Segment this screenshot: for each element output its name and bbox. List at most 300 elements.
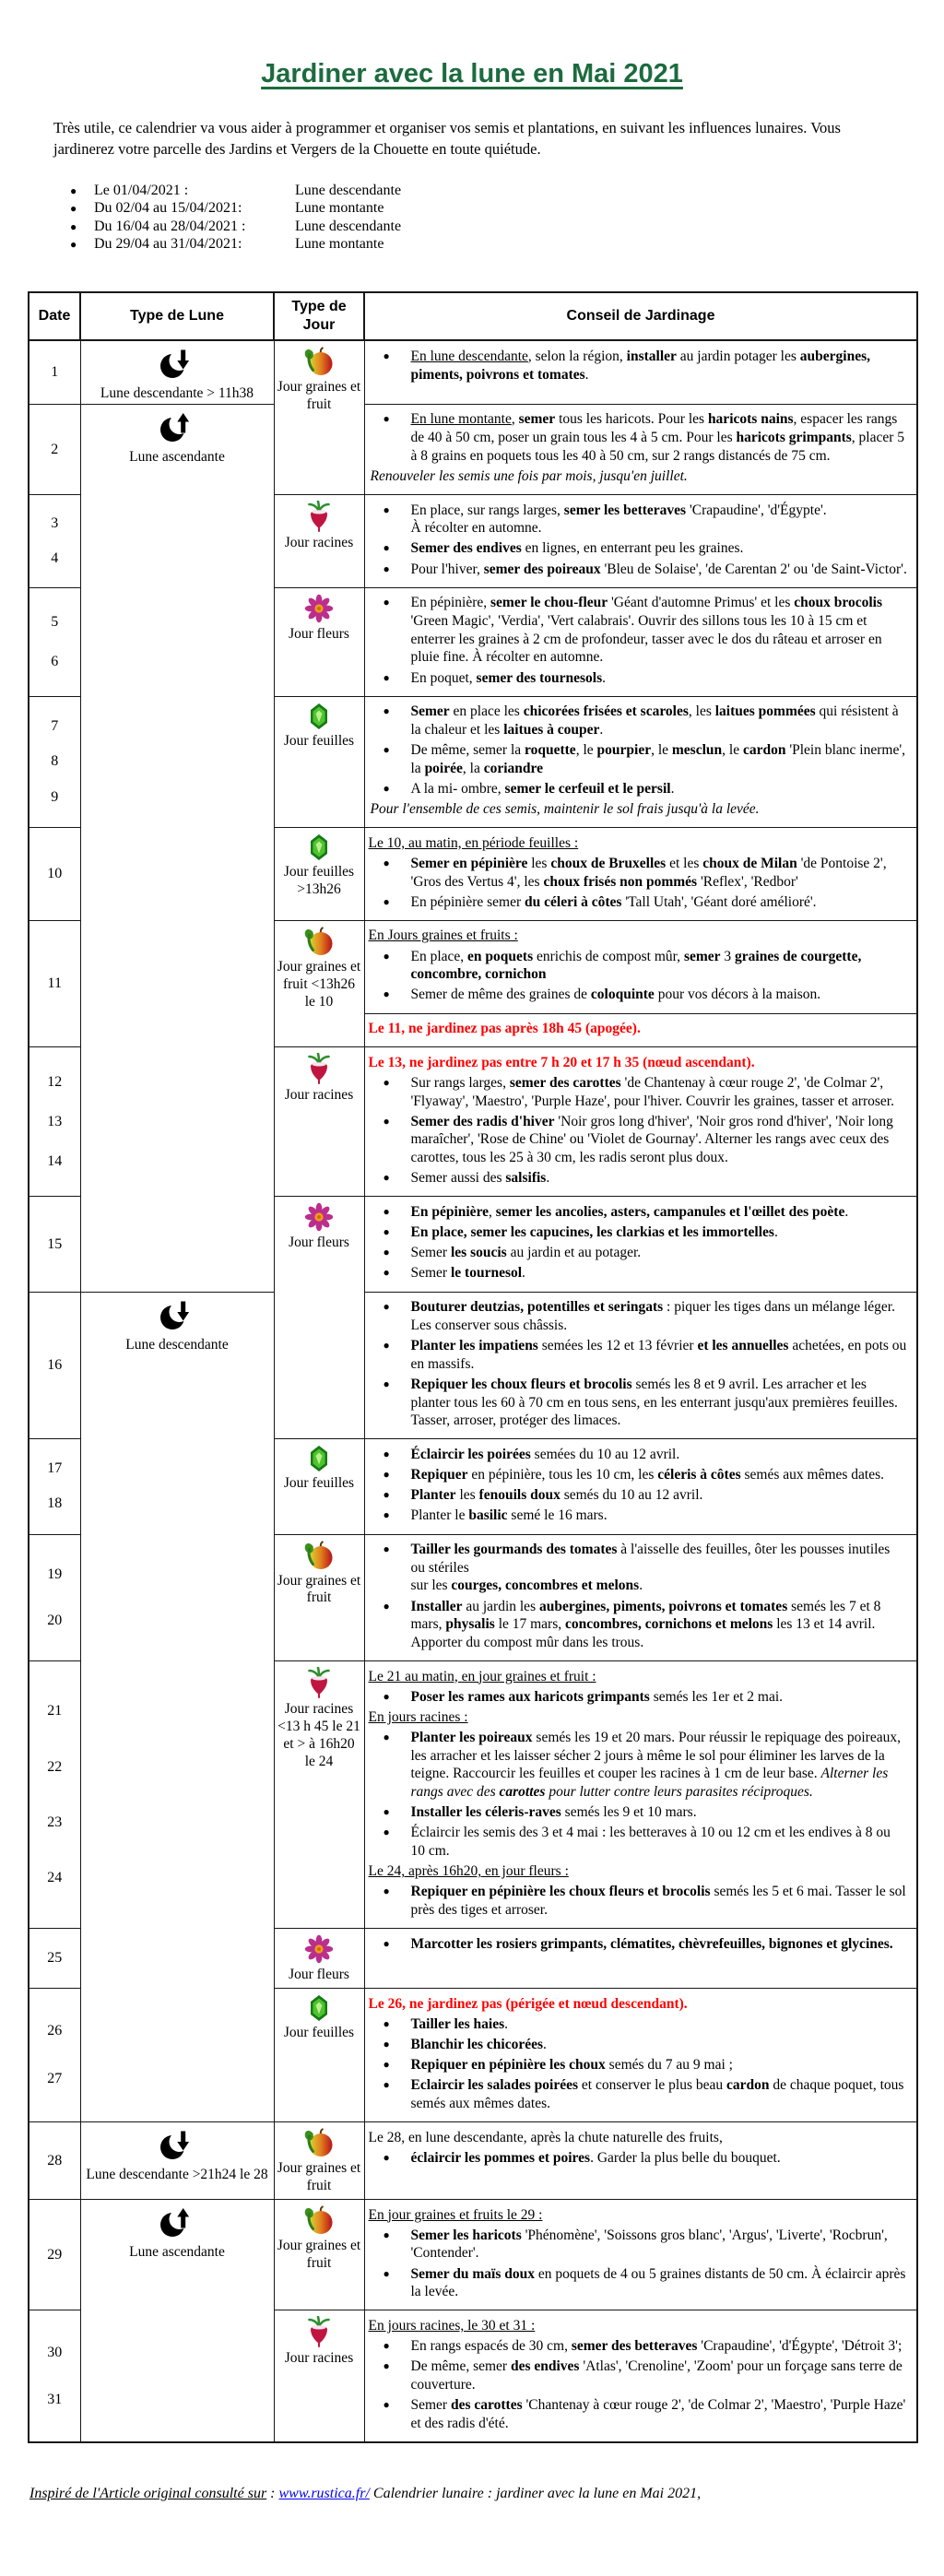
advice-bullet [369,1935,908,1954]
advice-bullet [369,1729,908,1802]
advice-cell [364,1013,917,1047]
date-numbers [30,1991,80,2119]
advice-bullet [369,1688,908,1707]
advice-bullet [369,1298,908,1334]
day-type-cell [274,495,364,588]
bullet-marker: ● [383,2150,390,2164]
moon-type-cell [80,2122,274,2200]
day-type-label: Jour graines et fruit [277,1572,361,1606]
advice-bullet [369,1203,908,1222]
section-heading: Le 10, au matin, en période feuilles : [368,834,579,851]
bullet-marker: ● [383,1171,390,1185]
fruit-icon [277,927,361,956]
moon-phase-label: Lune descendante > 11h38 [100,385,254,402]
date-number: 23 [47,1814,63,1830]
bullet-marker: ● [383,1805,390,1819]
bullet-marker: ● [383,670,390,684]
bullet-marker: ● [383,2038,390,2051]
advice-text: Installer les céleris-raves semés les 9 et 10 mars. [410,1804,697,1821]
date-numbers [30,408,80,491]
date-number: 10 [47,866,63,882]
advice-text: En place, en poquets enrichis de compost mûr, semer 3 graines de courgette, concombre, cornichon [410,948,862,983]
date-number: 8 [51,753,59,770]
bullet-marker: ● [383,1377,390,1390]
day-type-label: Jour fleurs [289,625,349,642]
date-number: 15 [47,1235,63,1252]
bullet-marker: ● [383,1114,390,1128]
date-cell [29,1661,80,1929]
advice-bullet [369,1223,908,1242]
date-cell [29,1047,80,1197]
day-type-label: Jour feuilles [283,2025,355,2041]
section-heading: Le 21 au matin, en jour graines et fruit : [368,1668,596,1684]
advice-bullet [369,348,908,384]
bullet-marker: ● [383,2266,390,2280]
day-type-cell [274,2200,364,2310]
advice-text: Repiquer en pépinière les choux fleurs et brocolis semés les 5 et 6 mai. Tasser le sol près des tiges et arroser. [410,1884,906,1919]
moon-phase-label: Lune descendante [125,1336,229,1353]
advice-text: En lune montante, semer tous les haricots. Pour les haricots nains, espacer les rangs de 40 à 50 cm, poser un grain tous les 4 à 5 cm. Pour les haricots grimpants, placer 5 à 8 grains en poquets tous les 40 à 50 cm, sur 2 rangs distancés de 75 cm. [410,411,905,464]
footer-note [30,2486,916,2502]
advice-bullet [369,669,908,688]
date-number: 3 [51,515,59,532]
fruit-icon [277,2128,361,2157]
moon-phase-label: Lune ascendante [129,2244,225,2261]
advice-bullet [369,1376,908,1430]
advice-cell [364,1929,917,1989]
advice-text: Marcotter les rosiers grimpants, clématites, chèvrefeuilles, bignones et glycines. [410,1935,893,1952]
intro-paragraph: Très utile, ce calendrier va vous aider à programmer et organiser vos semis et plantations, en suivant les influences lunaires. Vous jardinerez votre parcelle des Jardins et Vergers de la Chouette en toute quiétude. [53,119,841,159]
advice-cell [364,1661,917,1929]
bullet-marker: ● [383,1075,390,1089]
flower-icon [277,1202,361,1232]
plain-text: Le 28, en lune descendante, après la chute naturelle des fruits, [368,2129,723,2145]
advice-text: Blanchir les chicorées. [410,2037,547,2053]
bullet-marker: ● [383,502,390,516]
date-number: 7 [51,718,59,735]
date-cell [29,1989,80,2122]
bullet-icon: ● [70,202,77,216]
calendar-table-header [29,292,917,340]
advice-bullet [369,1337,908,1373]
advice-text: Planter les impatiens semées les 12 et 13 février et les annuelles achetées, en pots ou en massifs. [410,1337,907,1372]
advice-cell [364,495,917,588]
advice-text: Semer le tournesol. [410,1265,525,1282]
advice-bullet [369,1541,908,1595]
calendar-table-body [29,340,917,2442]
advice-text: En lune descendante, selon la région, installer au jardin potager les aubergines, piments, poivrons et tomates. [410,348,870,383]
day-type-label: Jour racines [284,535,354,551]
phase-value: Lune descendante [295,218,402,234]
section-heading: Le 24, après 16h20, en jour fleurs : [368,1863,569,1880]
advice-text: De même, semer des endives 'Atlas', 'Crenoline', 'Zoom' pour un forçage sans terre de couverture. [410,2358,903,2393]
date-numbers [30,1932,80,1985]
advice-text: Semer des endives en lignes, en enterrant peu les graines. [410,540,744,557]
section-heading: En jours racines, le 30 et 31 : [368,2317,536,2334]
advice-cell [364,2122,917,2200]
col-header-day-type: Type de Jour [274,292,364,340]
flower-icon [277,594,361,623]
advice-text: Planter les poireaux semés les 19 et 20 mars. Pour réussir le repiquage des poireaux, les arracher et les laisser sécher 2 jours à même le sol pour éliminer les larves de la teigne. Raccourcir les feuilles et couper les racines à 1 cm de leur base. Alterner les rangs avec des carottes pour lutter contre leurs parasites réciproques. [410,1730,901,1801]
advice-cell [364,2310,917,2442]
advice-bullet [369,1883,908,1919]
advice-text: Semer les soucis au jardin et au potager. [410,1245,642,1261]
advice-cell [364,587,917,696]
date-number: 21 [47,1703,63,1719]
date-number: 4 [51,549,59,566]
advice-text: Pour l'hiver, semer des poireaux 'Bleu de Solaise', 'de Carentan 2' ou 'de Saint-Victor'. [410,561,907,577]
phase-date-range: Du 29/04 au 31/04/2021: [94,236,242,253]
advice-text: éclaircir les pommes et poires. Garder la plus belle du bouquet. [410,2149,781,2166]
advice-bullet [369,986,908,1004]
date-number: 12 [47,1073,63,1090]
advice-text: Éclaircir les poirées semées du 10 au 12 avril. [410,1446,680,1462]
bullet-marker: ● [383,1542,390,1556]
bullet-marker: ● [383,1204,390,1218]
bullet-marker: ● [383,349,390,362]
date-numbers [30,700,80,825]
moon-descending-icon [159,349,195,380]
date-numbers [30,1295,80,1436]
date-number: 6 [51,653,59,669]
date-numbers [30,1538,80,1659]
advice-bullet [369,561,908,579]
day-type-cell [274,2310,364,2442]
advice-cell [364,1989,917,2122]
col-header-advice: Conseil de Jardinage [364,292,917,340]
advice-text: En place, sur rangs larges, semer les betteraves 'Crapaudine', 'd'Égypte'. À récolter en automne. [410,502,827,537]
advice-bullet [369,1074,908,1110]
bullet-marker: ● [383,561,390,575]
phase-value: Lune montante [295,236,384,253]
date-numbers [30,498,80,585]
date-cell [29,1929,80,1989]
advice-text: Semer des carottes 'Chantenay à cœur rouge 2', 'de Colmar 2', 'Maestro', 'Purple Haze' et des radis d'été. [410,2397,906,2431]
advice-text: Poser les rames aux haricots grimpants semés les 1er et 2 mai. [410,1688,784,1705]
day-type-cell [274,1534,364,1661]
advice-bullet [369,2149,908,2168]
day-type-cell [274,1929,364,1989]
day-type-cell [274,587,364,696]
day-type-cell [274,1661,364,1929]
date-cell [29,2310,80,2442]
section-heading: En jours racines : [368,1708,468,1725]
bullet-marker: ● [383,1826,390,1839]
advice-cell [364,2200,917,2310]
date-cell [29,2200,80,2310]
table-row [29,1292,917,1439]
advice-cell [364,1292,917,1439]
date-numbers [30,924,80,1044]
fruit-icon [277,347,361,376]
note-text: Renouveler les semis une fois par mois, jusqu'en juillet. [370,467,688,484]
fruit-icon [277,1541,361,1570]
advice-text: En pépinière semer du céleri à côtes 'Tall Utah', 'Géant doré amélioré'. [410,893,817,910]
leaf-icon [277,703,361,730]
date-number: 13 [47,1113,63,1129]
moon-descending-icon [159,1300,195,1331]
moon-type-cell [80,340,274,404]
date-cell [29,1439,80,1534]
advice-text: Semer aussi des salsifis. [410,1170,550,1187]
bullet-marker: ● [383,1266,390,1280]
advice-text: Éclaircir les semis des 3 et 4 mai : les betteraves à 10 ou 12 cm et les endives à 8 ou 10 cm. [410,1825,891,1860]
advice-cell [364,1439,917,1534]
advice-text: En pépinière, semer le chou-fleur 'Géant d'automne Primus' et les choux brocolis 'Green Magic', 'Verdia', 'Vert calabrais'. Ouvrir des sillons tous les 10 à 15 cm et enterrer les graines à 2 cm de profondeur, tasser avec le dos du râteau et arroser en pluie fine. À récolter en automne. [410,595,882,666]
advice-text: Semer des radis d'hiver 'Noir gros long d'hiver', 'Noir gros rond d'hiver', 'Noir long maraîcher', 'Rose de Chine' ou 'Violet de Gournay'. Alterner les rangs avec ceux des carottes, tous les 25 à 30 cm, les radis seront plus doux. [410,1113,893,1166]
advice-text: Semer les haricots 'Phénomène', 'Soissons gros blanc', 'Argus', 'Liverte', 'Rocbrun', 'Contender'. [410,2227,888,2262]
moon-phase-item [70,236,916,253]
date-cell [29,1197,80,1292]
advice-bullet [369,594,908,667]
advice-text: Planter les fenouils doux semés du 10 au 12 avril. [410,1487,703,1504]
date-number: 27 [47,2071,63,2087]
bullet-marker: ● [383,894,390,908]
date-number: 18 [47,1495,63,1512]
bullet-marker: ● [383,2398,390,2412]
advice-bullet [369,2265,908,2301]
bullet-marker: ● [383,1468,390,1482]
day-type-cell [274,828,364,921]
bullet-marker: ● [383,2058,390,2072]
radish-icon [277,2316,361,2347]
phase-date-range: Du 02/04 au 15/04/2021: [94,200,242,217]
warning-text: Le 26, ne jardinez pas (périgée et nœud descendant). [368,1995,688,2012]
col-header-moon-type: Type de Lune [80,292,274,340]
advice-text: Bouturer deutzias, potentilles et seringats : piquer les tiges dans un mélange léger. Les conserver sous châssis. [410,1299,895,1333]
date-number: 30 [47,2344,63,2360]
section-heading: En Jours graines et fruits : [368,928,518,944]
advice-bullet [369,2337,908,2356]
advice-text: En pépinière, semer les ancolies, asters, campanules et l'œillet des poète. [410,1203,849,1220]
date-number: 31 [47,2391,63,2407]
phase-value: Lune descendante [295,182,402,198]
date-number: 24 [47,1870,63,1885]
advice-text: Semer de même des graines de coloquinte pour vos décors à la maison. [410,987,821,1003]
moon-ascending-icon [159,412,195,443]
bullet-icon: ● [70,238,77,252]
phase-date-range: Le 01/04/2021 : [94,182,189,198]
date-cell [29,495,80,588]
phase-value: Lune montante [295,200,384,217]
day-type-label: Jour feuilles [283,732,355,749]
day-type-label: Jour graines et fruit [277,2160,361,2194]
advice-bullet [369,855,908,891]
table-row [29,404,917,494]
advice-text: En poquet, semer des tournesols. [410,669,607,686]
advice-bullet [369,2056,908,2074]
footer-link[interactable]: www.rustica.fr/ [278,2485,370,2501]
moon-phase-label: Lune descendante >21h24 le 28 [86,2167,268,2183]
day-type-label: Jour feuilles [283,1475,355,1492]
bullet-marker: ● [383,1936,390,1950]
bullet-marker: ● [383,1689,390,1703]
bullet-marker: ● [383,596,390,609]
day-type-label: Jour graines et fruit [277,379,361,413]
day-type-label: Jour racines [284,2350,354,2367]
day-type-cell [274,340,364,494]
date-number: 17 [47,1460,63,1477]
advice-text: De même, semer la roquette, le pourpier, le mesclun, le cardon 'Plein blanc inerme', la poirée, la coriandre [410,742,906,776]
date-numbers [30,1050,80,1193]
advice-text: Sur rangs larges, semer des carottes 'de Chantenay à cœur rouge 2', 'de Colmar 2', 'Flyaway', 'Maestro', 'Purple Haze', pour l'hiver. Couvrir les graines, tasser et arroser. [410,1074,894,1109]
advice-bullet [369,1446,908,1464]
day-type-label: Jour graines et fruit [277,2238,361,2271]
advice-bullet [369,1803,908,1822]
advice-cell [364,404,917,494]
moon-phase-list [70,183,916,254]
warning-text: Le 13, ne jardinez pas entre 7 h 20 et 17 h 35 (nœud ascendant). [368,1054,755,1070]
date-numbers [30,2125,80,2196]
day-type-label: Jour racines [284,1087,354,1104]
advice-cell [364,1534,917,1661]
flower-icon [277,1934,361,1964]
advice-cell [364,696,917,828]
advice-text: Planter le basilic semé le 16 mars. [410,1507,608,1524]
advice-bullet [369,948,908,984]
moon-phase-item [70,200,916,217]
date-number: 29 [47,2246,63,2263]
radish-icon [277,1667,361,1698]
date-number: 25 [47,1950,63,1967]
date-numbers [30,2313,80,2439]
bullet-marker: ● [383,1731,390,1744]
bullet-marker: ● [383,949,390,963]
calendar-table [28,291,918,2443]
date-number: 5 [51,613,59,630]
bullet-marker: ● [383,2359,390,2373]
leaf-icon [277,1445,361,1472]
advice-text: Tailler les haies. [410,2015,508,2032]
advice-bullet [369,410,908,465]
radish-icon [277,501,361,532]
day-type-label: Jour graines et fruit <13h26 le 10 [277,958,361,1010]
advice-bullet [369,1824,908,1860]
date-number: 22 [47,1758,63,1775]
footer-caption: Calendrier lunaire : jardiner avec la lune en Mai 2021, [369,2485,702,2501]
moon-ascending-icon [159,2207,195,2239]
date-cell [29,340,80,404]
footer-source-text: Inspiré de l'Article original consulté sur [30,2485,267,2501]
day-type-label: Jour fleurs [289,1967,349,1983]
date-numbers [30,1199,80,1288]
moon-phase-item [70,183,916,199]
advice-text: Eclaircir les salades poirées et conserver le plus beau cardon de chaque poquet, tous semés aux mêmes dates. [410,2077,904,2112]
bullet-marker: ● [383,1447,390,1460]
advice-bullet [369,2015,908,2034]
advice-bullet [369,1598,908,1652]
date-cell [29,920,80,1046]
advice-text: Repiquer les choux fleurs et brocolis semés les 8 et 9 avril. Les arracher et les planter tous les 60 à 70 cm en tous sens, en les enterrant jusqu'aux premières feuilles. Tasser, arroser, protéger des limaces. [410,1376,898,1429]
day-type-cell [274,1047,364,1197]
advice-bullet [369,1264,908,1282]
bullet-marker: ● [383,1488,390,1502]
date-cell [29,828,80,921]
bullet-marker: ● [383,743,390,757]
date-numbers [30,1442,80,1530]
date-number: 20 [47,1612,63,1628]
bullet-marker: ● [383,704,390,718]
bullet-marker: ● [383,1599,390,1613]
col-header-date: Date [29,292,80,340]
page-title-text: Jardiner avec la lune en Mai 2021 [261,59,683,89]
advice-text: En rangs espacés de 30 cm, semer des betteraves 'Crapaudine', 'd'Égypte', 'Détroit 3'; [410,2338,903,2355]
bullet-marker: ● [383,412,390,426]
advice-bullet [369,1507,908,1525]
advice-bullet [369,502,908,538]
radish-icon [277,1053,361,1084]
date-numbers [30,344,80,401]
date-number: 26 [47,2023,63,2039]
advice-bullet [369,741,908,777]
advice-text: A la mi- ombre, semer le cerfeuil et le persil. [410,780,675,797]
bullet-marker: ● [383,2078,390,2092]
advice-bullet [369,1113,908,1167]
date-number: 14 [47,1153,63,1170]
warning-text: Le 11, ne jardinez pas après 18h 45 (apogée). [368,1021,641,1037]
moon-type-cell [80,2200,274,2442]
note-text: Pour l'ensemble de ces semis, maintenir le sol frais jusqu'à la levée. [370,801,760,818]
advice-cell [364,920,917,1013]
bullet-marker: ● [383,1246,390,1259]
page-title [28,59,916,89]
advice-bullet [369,2076,908,2112]
date-number: 19 [47,1566,63,1583]
table-row [29,340,917,404]
date-number: 11 [47,975,62,992]
advice-cell [364,340,917,404]
table-row [29,2122,917,2200]
advice-bullet [369,893,908,912]
bullet-marker: ● [383,987,390,1001]
date-number: 1 [51,364,59,381]
advice-text: Semer en place les chicorées frisées et scaroles, les laitues pommées qui résistent à la chaleur et les laitues à couper. [410,703,899,738]
moon-phase-label: Lune ascendante [129,448,225,465]
advice-text: Tailler les gourmands des tomates à l'aisselle des feuilles, ôter les pousses inutiles ou stériles sur les courges, concombres et melons. [410,1542,891,1594]
section-heading: En jour graines et fruits le 29 : [368,2206,543,2223]
day-type-label: Jour feuilles >13h26 [283,864,355,898]
advice-text: Semer en pépinière les choux de Bruxelles et les choux de Milan 'de Pontoise 2', 'Gros des Vertus 4', les choux frisés non pommés 'Reflex', 'Redbor' [410,855,887,890]
bullet-marker: ● [383,1885,390,1898]
date-numbers [30,591,80,693]
advice-bullet [369,703,908,739]
table-row [29,2200,917,2310]
bullet-marker: ● [383,541,390,555]
day-type-label: Jour racines <13 h 45 le 21 et > à 16h20 le 24 [277,1701,360,1769]
moon-type-cell [80,404,274,1292]
advice-bullet [369,1486,908,1505]
advice-text: En place, semer les capucines, les clarkias et les immortelles. [410,1224,778,1241]
date-numbers [30,2203,80,2307]
date-cell [29,1292,80,1439]
moon-type-cell [80,1292,274,2122]
date-cell [29,696,80,828]
date-number: 16 [47,1356,63,1373]
date-number: 9 [51,788,59,805]
day-type-cell [274,1989,364,2122]
day-type-cell [274,696,364,828]
day-type-label: Jour fleurs [289,1235,349,1251]
bullet-marker: ● [383,1338,390,1352]
date-cell [29,1534,80,1661]
advice-bullet [369,2396,908,2432]
leaf-icon [277,833,361,861]
advice-text: Installer au jardin les aubergines, piments, poivrons et tomates semés les 7 et 8 mars, physalis le 17 mars, concombres, cornichons et melons les 13 et 14 avril. Apporter du compost mûr dans les trous. [410,1598,881,1650]
advice-text: Semer du maïs doux en poquets de 4 ou 5 graines distants de 50 cm. À éclaircir après la levée. [410,2265,906,2300]
date-number: 28 [47,2152,63,2168]
bullet-marker: ● [383,2339,390,2353]
advice-bullet [369,2227,908,2263]
